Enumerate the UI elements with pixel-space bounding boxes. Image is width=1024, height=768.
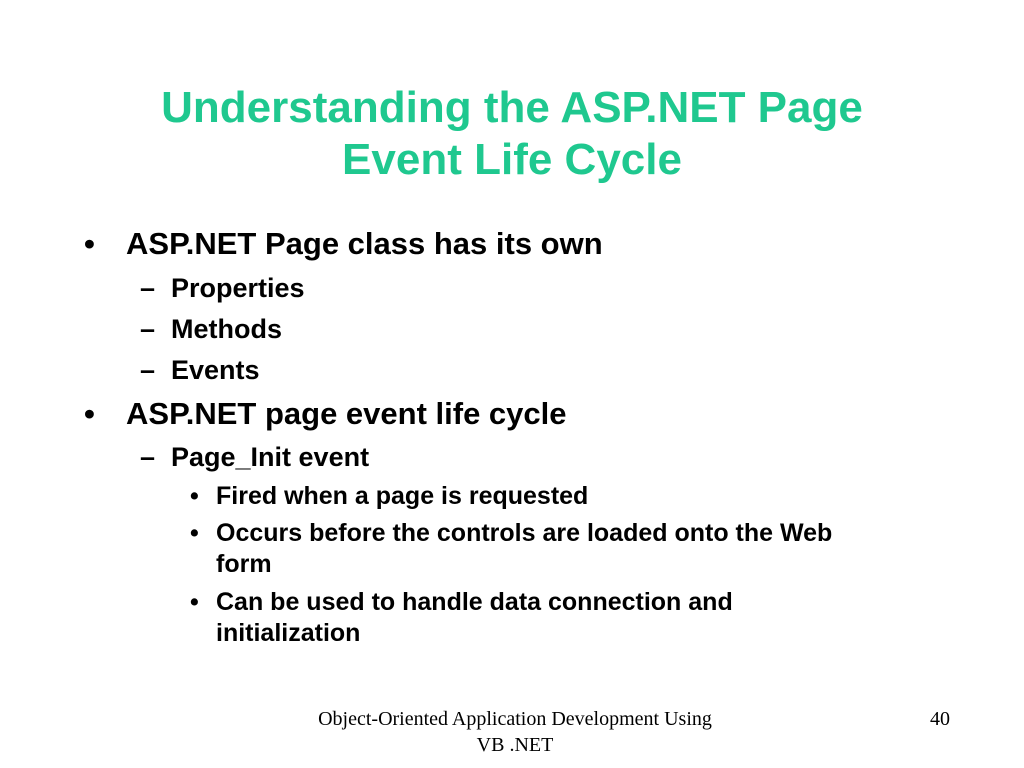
page-number: 40	[930, 708, 950, 730]
slide-title-line-2: Event Life Cycle	[342, 135, 682, 184]
sub-bullet-marker: –	[140, 442, 156, 472]
sub-bullet-marker: –	[140, 314, 156, 344]
sub-sub-bullet-marker: •	[190, 519, 199, 547]
bullet-marker: •	[84, 396, 95, 431]
sub-sub-bullet-text: Can be used to handle data connection and	[216, 588, 733, 616]
footer-line-2: VB .NET	[476, 734, 554, 756]
sub-bullet-text: Events	[171, 355, 260, 385]
sub-sub-bullet-marker: •	[190, 588, 199, 616]
sub-bullet-marker: –	[140, 355, 156, 385]
sub-bullet-text: Properties	[171, 273, 305, 303]
bullet-text: ASP.NET page event life cycle	[126, 396, 567, 431]
slide-title	[0, 82, 1024, 186]
footer-line-1: Object-Oriented Application Development Using	[318, 708, 712, 730]
sub-bullet-text: Methods	[171, 314, 282, 344]
sub-bullet-marker: –	[140, 273, 156, 303]
slide-footer	[280, 706, 750, 758]
bullet-text: ASP.NET Page class has its own	[126, 226, 603, 261]
sub-sub-bullet-text-continued: initialization	[216, 619, 361, 647]
sub-bullet-text: Page_Init event	[171, 442, 370, 472]
sub-sub-bullet-text: Fired when a page is requested	[216, 482, 589, 510]
sub-sub-bullet-text: Occurs before the controls are loaded onto the Web	[216, 519, 833, 547]
sub-sub-bullet-text-continued: form	[216, 550, 272, 578]
sub-sub-bullet-marker: •	[190, 482, 199, 510]
slide-title-line-1: Understanding the ASP.NET Page	[161, 83, 863, 132]
bullet-marker: •	[84, 226, 95, 261]
